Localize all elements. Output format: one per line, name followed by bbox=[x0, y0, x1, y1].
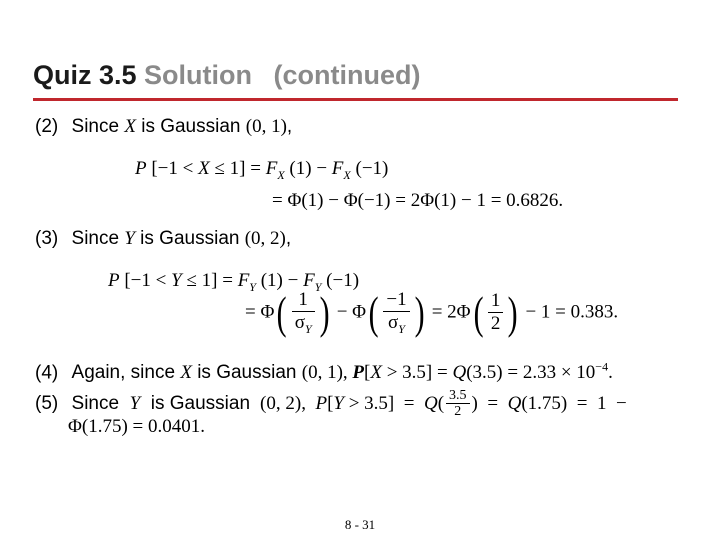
item-2-number: (2) bbox=[35, 116, 59, 137]
item-3-equation-2: = Φ( $\frac{1}{\sigma_Y}$ ) − Φ( $\frac{-1}{\sigma_Y}$ ) = 2Φ( $\frac{1}{2}$ ) − 1 = 0.383. bbox=[245, 287, 619, 339]
item-5: (5) Since Y is Gaussian (0, 2), P[Y > 3.5] = Q( $\frac{3.5}{2}$ ) = Q(1.75) = 1 − bbox=[35, 388, 627, 420]
item-2-equation-2: = Φ(1) − Φ(−1) = 2Φ(1) − 1 = 0.6826. bbox=[272, 190, 564, 211]
item-2: (2) Since X is Gaussian (0, 1), bbox=[35, 116, 293, 137]
title-quiz: Quiz 3.5 bbox=[33, 60, 137, 90]
item-4: (4) Again, since X is Gaussian (0, 1), $P[X > 3.5] = Q(3.5) = 2.33 \times 10^{-4}$. bbox=[35, 360, 613, 384]
item-4-number: (4) bbox=[35, 362, 59, 384]
title-solution: Solution bbox=[144, 60, 253, 90]
title-divider bbox=[33, 98, 678, 101]
item-3: (3) Since Y is Gaussian (0, 2), bbox=[35, 228, 292, 249]
item-3-equation-1: P $[-1 < Y \le 1] = F_Y$ $(1) - F_Y$ (−1) bbox=[108, 270, 360, 294]
item-5-continuation: Φ(1.75) = 0.0401. bbox=[68, 416, 206, 437]
item-3-number: (3) bbox=[35, 228, 59, 249]
item-2-equation-1: P $[-1 < X \le 1] = F_X$ $(1) - F_X$ (−1) bbox=[135, 158, 389, 182]
slide-title bbox=[33, 60, 421, 91]
title-continued: (continued) bbox=[273, 60, 421, 90]
item-5-number: (5) bbox=[35, 392, 59, 414]
page-number: 8 - 31 bbox=[344, 517, 376, 532]
